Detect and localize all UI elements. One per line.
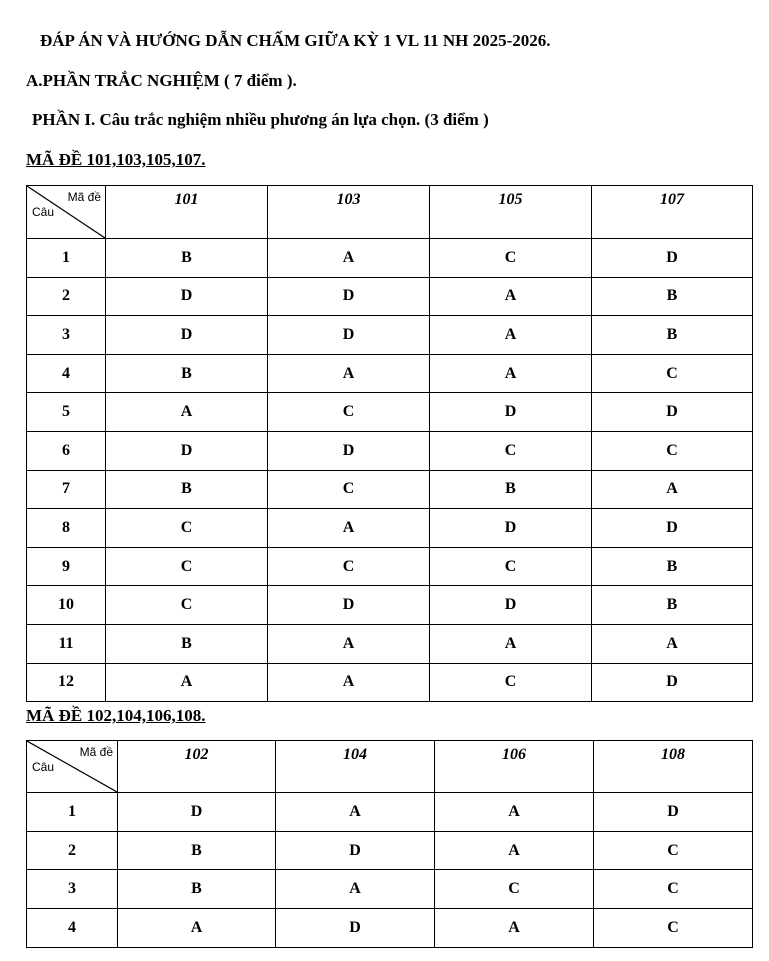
answer-cell: C <box>430 431 592 470</box>
header-row <box>27 186 753 239</box>
answer-cell: A <box>106 393 268 432</box>
table-row <box>27 239 753 278</box>
answer-cell: B <box>118 831 276 870</box>
question-number: 6 <box>27 431 106 470</box>
question-number: 11 <box>27 624 106 663</box>
section-a-heading: A.PHẦN TRẮC NGHIỆM ( 7 điểm ). <box>26 71 297 90</box>
answer-cell: C <box>106 586 268 625</box>
exam-code-header: 105 <box>430 186 592 239</box>
answer-cell: B <box>106 239 268 278</box>
part-1-heading: PHẦN I. Câu trắc nghiệm nhiều phương án lựa chọn. (3 điểm ) <box>32 110 489 129</box>
answer-cell: A <box>430 354 592 393</box>
table-row <box>27 470 753 509</box>
answer-cell: B <box>592 586 753 625</box>
table-row <box>27 793 753 832</box>
exam-code-header: 107 <box>592 186 753 239</box>
answer-cell: D <box>106 316 268 355</box>
answer-cell: A <box>268 624 430 663</box>
question-number: 1 <box>27 239 106 278</box>
answer-cell: D <box>592 509 753 548</box>
exam-code-header: 108 <box>594 741 753 793</box>
question-number: 3 <box>27 870 118 909</box>
answer-cell: C <box>268 393 430 432</box>
answer-cell: D <box>268 431 430 470</box>
question-number: 3 <box>27 316 106 355</box>
answer-cell: C <box>594 870 753 909</box>
answer-cell: C <box>594 909 753 948</box>
answer-cell: D <box>594 793 753 832</box>
exam-code-header: 104 <box>276 741 435 793</box>
answer-cell: A <box>430 624 592 663</box>
exam-code-header: 101 <box>106 186 268 239</box>
answer-cell: D <box>276 831 435 870</box>
answer-cell: A <box>435 831 594 870</box>
answer-cell: A <box>276 793 435 832</box>
answer-cell: D <box>592 239 753 278</box>
header-row <box>27 741 753 793</box>
answer-cell: A <box>268 663 430 702</box>
answer-cell: B <box>106 354 268 393</box>
answer-cell: C <box>430 547 592 586</box>
table-row <box>27 277 753 316</box>
table-row <box>27 831 753 870</box>
answer-cell: C <box>106 509 268 548</box>
table-row <box>27 316 753 355</box>
answer-cell: D <box>268 277 430 316</box>
answer-cell: A <box>592 470 753 509</box>
answer-cell: B <box>106 470 268 509</box>
answer-cell: B <box>430 470 592 509</box>
table-row <box>27 586 753 625</box>
question-number: 9 <box>27 547 106 586</box>
corner-cell <box>27 186 106 239</box>
answer-table-2 <box>26 740 753 948</box>
answer-cell: C <box>430 663 592 702</box>
answer-cell: C <box>435 870 594 909</box>
corner-label-code: Mã đề <box>79 745 113 759</box>
answer-cell: D <box>268 586 430 625</box>
answer-cell: A <box>268 239 430 278</box>
answer-cell: D <box>592 663 753 702</box>
answer-cell: A <box>268 509 430 548</box>
question-number: 7 <box>27 470 106 509</box>
answer-cell: C <box>430 239 592 278</box>
answer-cell: C <box>592 354 753 393</box>
answer-cell: B <box>592 547 753 586</box>
question-number: 1 <box>27 793 118 832</box>
answer-cell: D <box>118 793 276 832</box>
answer-cell: C <box>268 547 430 586</box>
table-row <box>27 624 753 663</box>
table-row <box>27 393 753 432</box>
answer-cell: C <box>592 431 753 470</box>
answer-cell: B <box>106 624 268 663</box>
answer-cell: B <box>592 316 753 355</box>
table-row <box>27 509 753 548</box>
table-row <box>27 354 753 393</box>
answer-cell: D <box>106 277 268 316</box>
answer-cell: A <box>430 277 592 316</box>
answer-cell: A <box>435 793 594 832</box>
question-number: 4 <box>27 354 106 393</box>
answer-cell: D <box>592 393 753 432</box>
question-number: 5 <box>27 393 106 432</box>
answer-cell: D <box>430 586 592 625</box>
answer-table-1 <box>26 185 753 702</box>
table-row <box>27 909 753 948</box>
table-row <box>27 547 753 586</box>
exam-code-header: 106 <box>435 741 594 793</box>
exam-code-header: 103 <box>268 186 430 239</box>
answer-cell: A <box>276 870 435 909</box>
table2-caption: MÃ ĐỀ 102,104,106,108. <box>26 706 206 725</box>
answer-cell: A <box>430 316 592 355</box>
table-row <box>27 431 753 470</box>
answer-cell: A <box>106 663 268 702</box>
answer-cell: A <box>118 909 276 948</box>
answer-cell: D <box>276 909 435 948</box>
answer-cell: C <box>594 831 753 870</box>
answer-cell: A <box>435 909 594 948</box>
answer-cell: D <box>268 316 430 355</box>
question-number: 4 <box>27 909 118 948</box>
question-number: 10 <box>27 586 106 625</box>
corner-label-question: Câu <box>32 205 55 219</box>
table1-caption: MÃ ĐỀ 101,103,105,107. <box>26 150 206 169</box>
question-number: 8 <box>27 509 106 548</box>
question-number: 12 <box>27 663 106 702</box>
corner-label-question: Câu <box>32 760 55 774</box>
table-row <box>27 870 753 909</box>
answer-cell: A <box>268 354 430 393</box>
exam-code-header: 102 <box>118 741 276 793</box>
answer-cell: C <box>106 547 268 586</box>
question-number: 2 <box>27 831 118 870</box>
corner-label-code: Mã đề <box>67 190 101 204</box>
answer-cell: A <box>592 624 753 663</box>
table-row <box>27 663 753 702</box>
answer-cell: D <box>430 509 592 548</box>
document-title: ĐÁP ÁN VÀ HƯỚNG DẪN CHẤM GIỮA KỲ 1 VL 11 NH 2025-2026. <box>40 31 551 50</box>
question-number: 2 <box>27 277 106 316</box>
answer-cell: C <box>268 470 430 509</box>
answer-cell: B <box>118 870 276 909</box>
answer-cell: D <box>430 393 592 432</box>
answer-cell: B <box>592 277 753 316</box>
answer-cell: D <box>106 431 268 470</box>
corner-cell <box>27 741 118 793</box>
